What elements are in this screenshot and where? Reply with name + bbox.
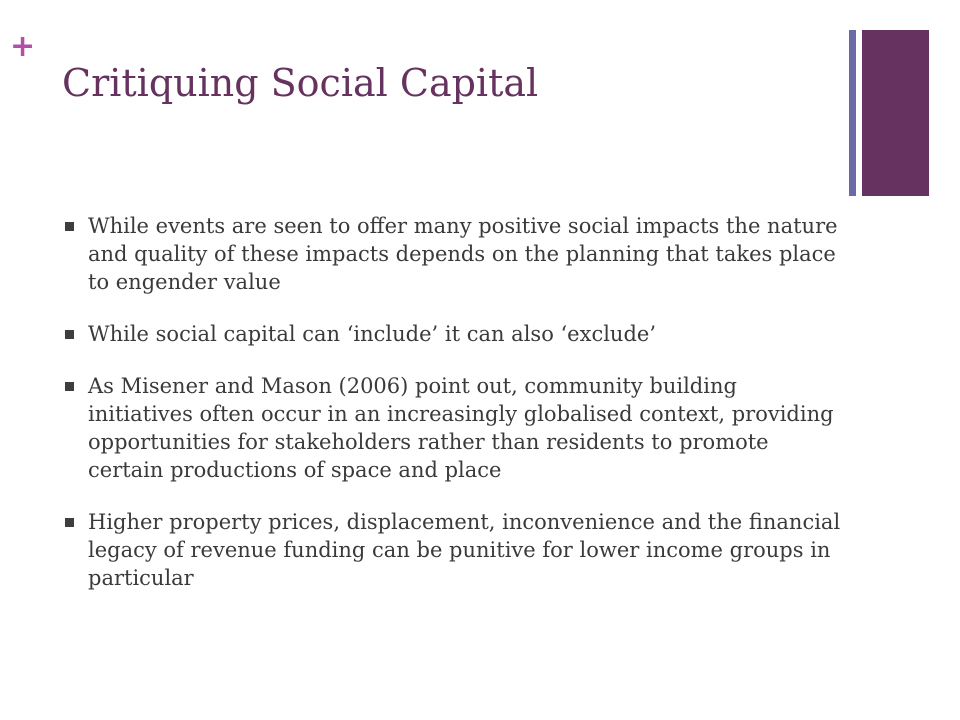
plus-icon: + <box>10 29 36 64</box>
bullet-text: As Misener and Mason (2006) point out, community building initiatives often occur in an increasingly globalised context, providing opportunities for stakeholders rather than residents to promote certain productions of space and place <box>88 374 834 482</box>
bullet-item <box>62 212 842 296</box>
slide-title: Critiquing Social Capital <box>62 61 539 105</box>
square-bullet-icon <box>65 518 74 527</box>
bullet-item <box>62 508 842 592</box>
bullet-text: While social capital can ‘include’ it can also ‘exclude’ <box>88 322 657 346</box>
bullet-text: Higher property prices, displacement, inconvenience and the financial legacy of revenue funding can be punitive for lower income groups in particular <box>88 510 841 590</box>
bullet-list <box>62 212 842 616</box>
accent-bar-thin <box>849 30 856 196</box>
accent-bar-thick <box>862 30 929 196</box>
square-bullet-icon <box>65 222 74 231</box>
square-bullet-icon <box>65 382 74 391</box>
bullet-item <box>62 320 842 348</box>
bullet-text: While events are seen to offer many positive social impacts the nature and quality of these impacts depends on the planning that takes place to engender value <box>88 214 838 294</box>
bullet-item <box>62 372 842 484</box>
square-bullet-icon <box>65 330 74 339</box>
